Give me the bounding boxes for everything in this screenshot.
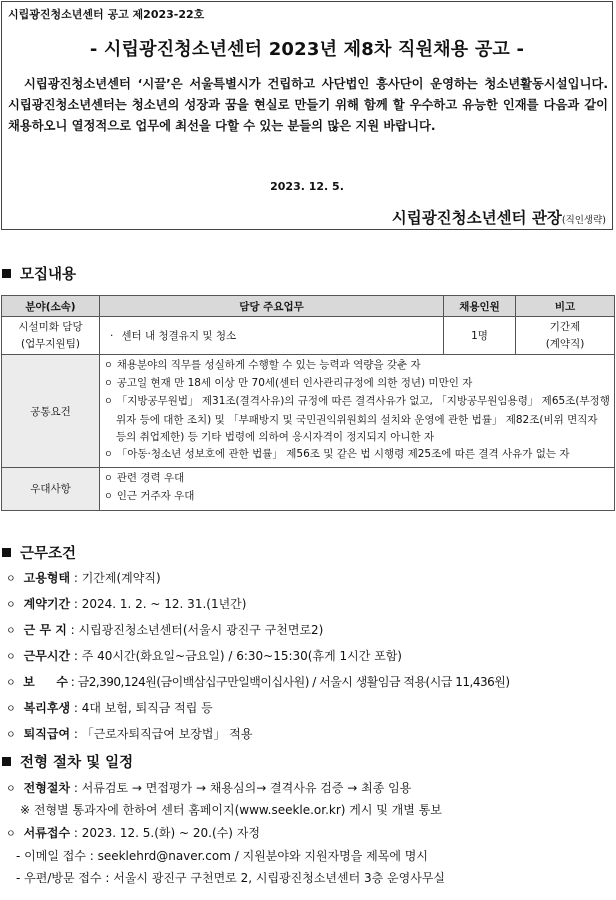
list-item <box>104 446 610 464</box>
preferences <box>100 468 615 510</box>
condition-label: 복리후생 <box>23 701 71 715</box>
header-headcount: 채용인원 <box>444 296 516 317</box>
condition-workplace <box>6 618 614 644</box>
condition-value: : 「근로자퇴직급여 보장법」 적용 <box>70 727 253 741</box>
condition-label: 근 무 지 <box>23 623 67 637</box>
circle-bullet-icon: ㅇ <box>104 379 113 390</box>
section-conditions-heading <box>2 542 76 563</box>
circle-bullet-icon: ㅇ <box>6 678 16 689</box>
condition-label: 보 수 <box>23 675 68 689</box>
preference-text: 관련 경력 우대 <box>116 472 185 485</box>
table-row <box>2 355 615 468</box>
notice-date: 2023. 12. 5. <box>270 180 344 193</box>
recruit-table <box>1 295 615 511</box>
duty-text: 센터 내 청결유지 및 청소 <box>121 330 237 342</box>
circle-bullet-icon: ㅇ <box>6 574 16 585</box>
square-bullet-icon <box>2 269 11 278</box>
notice-body: 시립광진청소년센터 ‘시끌’은 서울특별시가 건립하고 사단법인 흥사단이 운영하는 청소년활동시설입니다. 시립광진청소년센터는 청소년의 성장과 꿈을 현실로 만들기 위해 함께 할 우수하고 유능한 인재를 다음과 같이 채용하오니 열정적으로 업무에 최선을 다할 수 있는 분들의 많은 지원 바랍니다. <box>8 77 608 133</box>
conditions-list <box>6 566 614 748</box>
circle-bullet-icon: ㅇ <box>6 626 16 637</box>
table-header-row <box>2 296 615 317</box>
header-duty: 담당 주요업무 <box>100 296 444 317</box>
requirement-text: 「아동·청소년 성보호에 관한 법률」 제56조 및 같은 법 시행령 제25조에 따른 결격 사유가 없는 자 <box>116 448 570 461</box>
circle-bullet-icon: ㅇ <box>6 600 16 611</box>
circle-bullet-icon: ㅇ <box>6 829 16 840</box>
section-recruit-heading <box>2 263 76 284</box>
dot-bullet-icon: · <box>110 330 114 342</box>
condition-value: : 시립광진청소년센터(서울시 광진구 구천면로2) <box>66 623 324 637</box>
condition-hours <box>6 644 614 670</box>
email-submission: - 이메일 접수 : seeklehrd@naver.com / 지원분야와 지원자명을 제목에 명시 <box>16 849 428 863</box>
condition-value: : 주 40시간(화요일~금요일) / 6:30~15:30(휴게 1시간 포함) <box>70 649 402 663</box>
circle-bullet-icon: ㅇ <box>6 784 16 795</box>
condition-value: : 기간제(계약직) <box>70 571 161 585</box>
common-label: 공통요건 <box>2 355 100 468</box>
condition-salary <box>6 670 614 696</box>
common-requirements <box>100 355 615 468</box>
condition-label: 근무시간 <box>23 649 71 663</box>
duty-cell <box>100 317 444 355</box>
section-process-heading <box>2 751 133 772</box>
note-type: 기간제 <box>549 320 581 333</box>
note-contract: (계약직) <box>545 337 585 350</box>
field-team: (업무지원팀) <box>21 337 80 350</box>
list-item <box>104 470 610 488</box>
process-label: 전형절차 <box>23 781 71 795</box>
documents-value: : 2023. 12. 5.(화) ~ 20.(수) 자정 <box>70 826 260 840</box>
table-row <box>2 317 615 355</box>
circle-bullet-icon: ㅇ <box>104 474 113 485</box>
documents-period <box>6 822 614 846</box>
condition-value: : 금2,390,124원(금이백삼십구만일백이십사원) / 서울시 생활임금 적용(시급 11,436원) <box>67 675 510 689</box>
condition-contract-period <box>6 592 614 618</box>
preference-label: 우대사항 <box>2 468 100 510</box>
process-value: : 서류검토 → 면접평가 → 채용심의→ 결격사유 검증 → 최종 임용 <box>70 781 412 795</box>
condition-label: 계약기간 <box>23 597 71 611</box>
notice-signature <box>392 206 606 228</box>
circle-bullet-icon: ㅇ <box>104 450 113 461</box>
circle-bullet-icon: ㅇ <box>104 361 113 371</box>
square-bullet-icon <box>2 548 11 557</box>
field-name: 시설미화 담당 <box>18 320 83 333</box>
section-title: 근무조건 <box>20 546 77 562</box>
condition-value: : 4대 보험, 퇴직금 적립 등 <box>70 701 213 715</box>
circle-bullet-icon: ㅇ <box>104 397 113 408</box>
field-cell <box>2 317 100 355</box>
circle-bullet-icon: ㅇ <box>6 652 16 663</box>
circle-bullet-icon: ㅇ <box>6 730 16 741</box>
note-cell <box>516 317 615 355</box>
table-row <box>2 468 615 510</box>
list-item <box>104 375 610 393</box>
condition-value: : 2024. 1. 2. ~ 12. 31.(1년간) <box>70 597 247 611</box>
square-bullet-icon <box>2 757 11 766</box>
header-field: 분야(소속) <box>2 296 100 317</box>
notice-box <box>1 1 613 230</box>
process-steps <box>6 777 614 801</box>
section-title: 전형 절차 및 일정 <box>20 755 134 771</box>
preference-text: 인근 거주자 우대 <box>116 490 195 503</box>
requirement-text: 「지방공무원법」 제31조(결격사유)의 규정에 따른 결격사유가 없고, 「지방공무원임용령」 제65조(부정행위자 등에 대한 조치) 및 「부패방지 및 국민권익위원회의 설치와 운영에 관한 법률」 제82조(비위 면직자 등의 취업제한) 등 기타 법령에 의하여 응시자격이 정지되지 아니한 자 <box>116 395 610 443</box>
seal-note: (직인생략) <box>561 215 606 226</box>
condition-benefits <box>6 696 614 722</box>
notice-number: 시립광진청소년센터 공고 제2023-22호 <box>8 8 205 21</box>
process-note: ※ 전형별 통과자에 한하여 센터 홈페이지(www.seekle.or.kr) 게시 및 개별 통보 <box>20 803 442 817</box>
list-item <box>104 488 610 506</box>
header-note: 비고 <box>516 296 615 317</box>
signer-name: 시립광진청소년센터 관장 <box>391 209 562 227</box>
list-item <box>104 393 610 446</box>
requirement-text: 공고일 현재 만 18세 이상 만 70세(센터 인사관리규정에 의한 정년) 미만인 자 <box>116 377 473 390</box>
requirement-text: 채용분야의 직무를 성실하게 수행할 수 있는 능력과 역량을 갖춘 자 <box>116 359 421 371</box>
circle-bullet-icon: ㅇ <box>104 492 113 503</box>
section-title: 모집내용 <box>20 267 77 283</box>
mail-submission: - 우편/방문 접수 : 서울시 광진구 구천면로 2, 시립광진청소년센터 3층 운영사무실 <box>16 871 445 885</box>
condition-label: 고용형태 <box>23 571 71 585</box>
documents-label: 서류접수 <box>23 826 71 840</box>
notice-title: - 시립광진청소년센터 2023년 제8차 직원채용 공고 - <box>89 39 525 60</box>
circle-bullet-icon: ㅇ <box>6 704 16 715</box>
headcount-cell: 1명 <box>444 317 516 355</box>
condition-employment-type <box>6 566 614 592</box>
list-item <box>104 357 610 375</box>
condition-severance <box>6 722 614 748</box>
condition-label: 퇴직급여 <box>23 727 71 741</box>
